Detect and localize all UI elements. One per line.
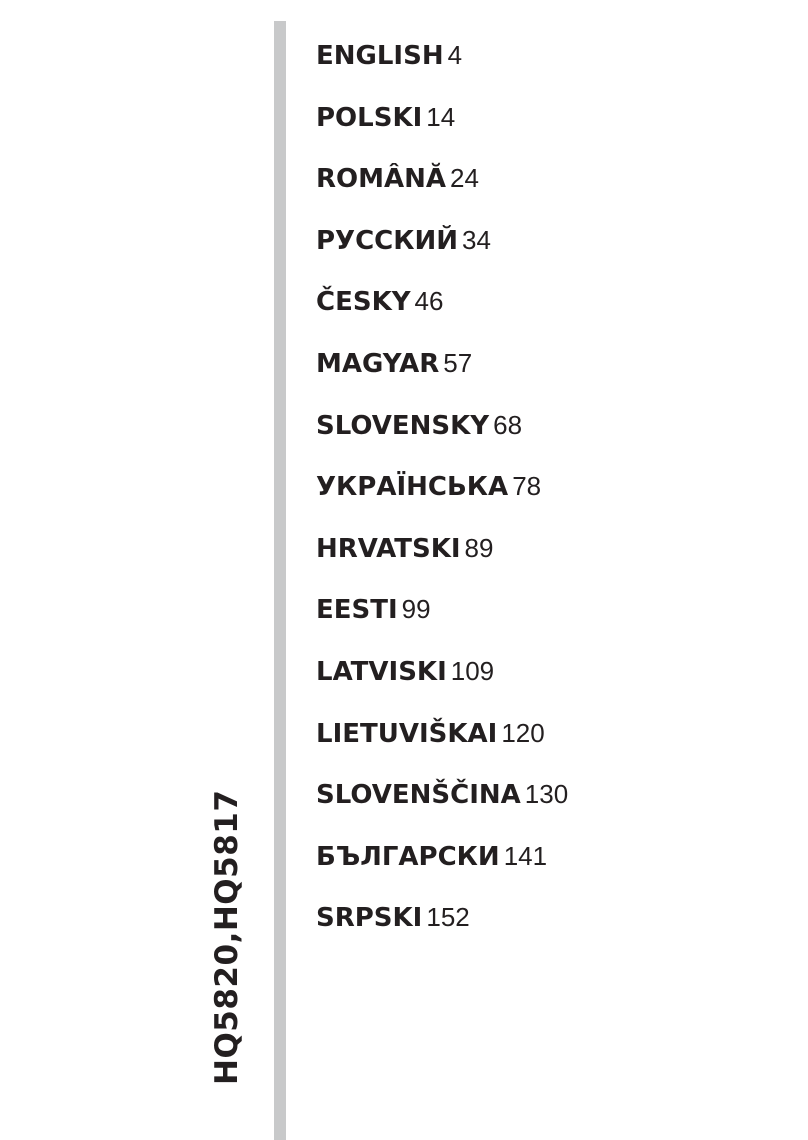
toc-entry-english[interactable] <box>316 37 568 99</box>
toc-language: LIETUVIŠKAI <box>316 718 498 749</box>
toc-page-number: 141 <box>503 840 548 871</box>
toc-language: ČESKY <box>316 287 411 318</box>
toc-language: УКРАЇНСЬКА <box>316 472 509 503</box>
toc-page-number: 109 <box>450 655 495 686</box>
toc-entry-magyar[interactable] <box>316 345 568 407</box>
toc-page-number: 120 <box>501 717 545 748</box>
toc-entry-lietuviskai[interactable] <box>316 715 568 777</box>
toc-page-number: 99 <box>401 594 431 625</box>
toc-language: HRVATSKI <box>316 533 461 564</box>
toc-entry-srpski[interactable] <box>316 899 568 961</box>
toc-page-number: 46 <box>414 286 444 317</box>
toc-language: РУССКИЙ <box>316 225 459 256</box>
toc-entry-balgarski[interactable] <box>316 838 568 900</box>
toc-page-number: 4 <box>447 40 463 70</box>
toc-language: EESTI <box>316 595 398 626</box>
toc-page-number: 68 <box>493 409 523 440</box>
toc-entry-russkiy[interactable] <box>316 222 568 284</box>
toc-page-number: 14 <box>426 101 456 132</box>
toc-entry-hrvatski[interactable] <box>316 530 568 592</box>
toc-language: LATVISKI <box>316 656 447 687</box>
toc-language: SRPSKI <box>316 903 423 934</box>
toc-entry-eesti[interactable] <box>316 591 568 653</box>
toc-language: SLOVENSKY <box>316 410 490 441</box>
toc-entry-cesky[interactable] <box>316 283 568 345</box>
toc-page-number: 152 <box>426 902 470 933</box>
toc-page-number: 57 <box>443 347 473 378</box>
toc-page-number: 78 <box>512 471 542 502</box>
spine-divider-bar <box>274 21 286 1140</box>
toc-page-number: 34 <box>462 224 491 255</box>
language-index <box>316 37 568 961</box>
toc-entry-polski[interactable] <box>316 99 568 161</box>
toc-language: MAGYAR <box>316 348 440 379</box>
toc-page-number: 24 <box>450 163 479 194</box>
toc-entry-slovenscina[interactable] <box>316 776 568 838</box>
toc-language: POLSKI <box>316 102 423 133</box>
model-number-label: HQ5820,HQ5817 <box>209 789 245 1085</box>
toc-entry-ukrainska[interactable] <box>316 468 568 530</box>
toc-page-number: 130 <box>524 779 569 810</box>
toc-language: ROMÂNĂ <box>316 164 446 195</box>
toc-language: БЪЛГАРСКИ <box>316 841 500 872</box>
toc-page-number: 89 <box>464 532 494 563</box>
toc-entry-romana[interactable] <box>316 160 568 222</box>
toc-entry-slovensky[interactable] <box>316 407 568 469</box>
toc-entry-latviski[interactable] <box>316 653 568 715</box>
toc-language: ENGLISH <box>316 41 444 71</box>
toc-language: SLOVENŠČINA <box>316 780 521 811</box>
